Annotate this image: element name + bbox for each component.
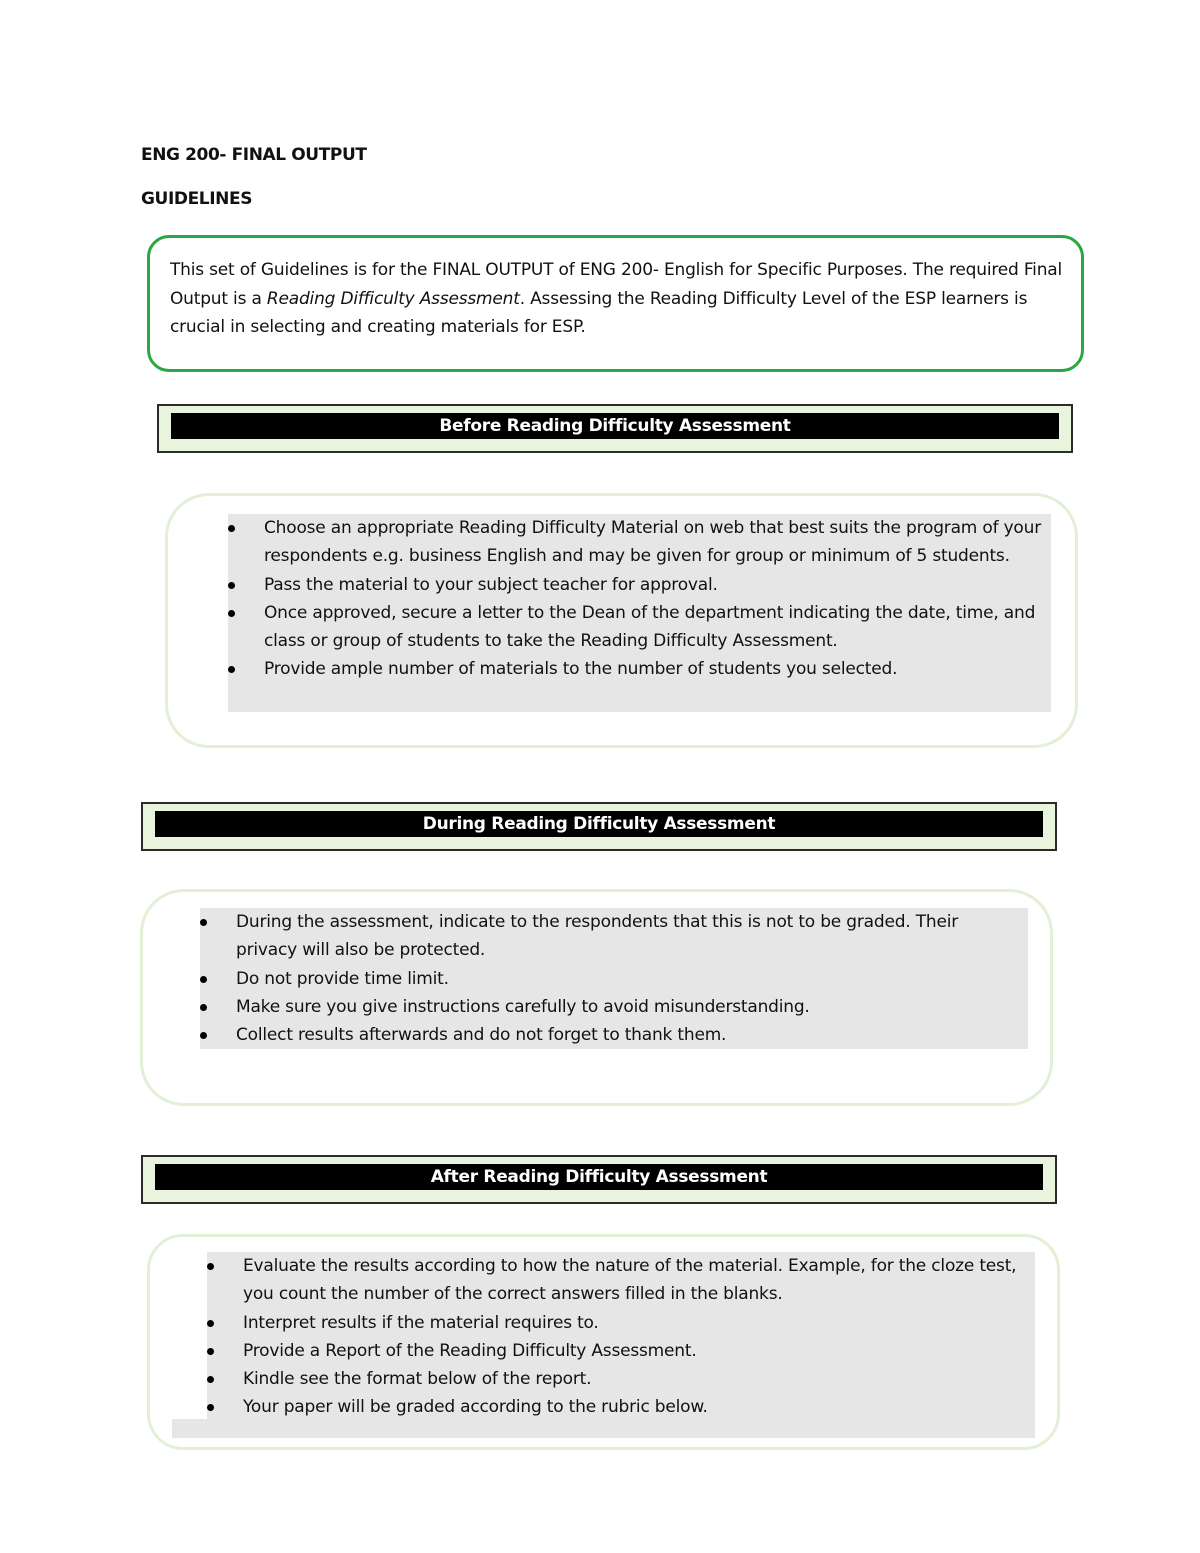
bullet-icon	[228, 525, 235, 532]
list-item-text: Pass the material to your subject teacher for approval.	[264, 574, 718, 595]
bullet-icon	[207, 1376, 214, 1383]
list-item-text: Provide a Report of the Reading Difficulty Assessment.	[243, 1340, 697, 1361]
bullet-icon	[200, 919, 207, 926]
section-header-after	[141, 1155, 1057, 1204]
bullet-icon	[207, 1348, 214, 1355]
list-item-text: Make sure you give instructions carefully to avoid misunderstanding.	[236, 996, 810, 1017]
bullet-icon	[200, 976, 207, 983]
intro-text-part1: This set of Guidelines is for the FINAL OUTPUT of ENG 200- English for Specific Purposes. The required Final Output is a	[170, 260, 1063, 309]
bullet-icon	[228, 666, 235, 673]
section-header-during	[141, 802, 1057, 851]
intro-box	[147, 235, 1084, 372]
list-item	[200, 908, 1000, 965]
list-item	[207, 1252, 1022, 1309]
list-item	[207, 1365, 1022, 1393]
list-item	[207, 1393, 1022, 1421]
list-item-text: During the assessment, indicate to the respondents that this is not to be graded. Their privacy will also be protected.	[236, 912, 959, 961]
list-item-text: Choose an appropriate Reading Difficulty Material on web that best suits the program of your respondents e.g. business English and may be given for group or minimum of 5 students.	[264, 518, 1041, 567]
list-item	[200, 965, 1000, 993]
section-header-before	[157, 404, 1073, 453]
document-subtitle: GUIDELINES	[141, 189, 253, 209]
list-item-text: Provide ample number of materials to the number of students you selected.	[264, 659, 898, 680]
bullet-icon	[207, 1263, 214, 1270]
list-item	[207, 1337, 1022, 1365]
bullet-icon	[207, 1404, 214, 1411]
section-heading-after: After Reading Difficulty Assessment	[155, 1164, 1043, 1190]
bullet-icon	[228, 610, 235, 617]
bullet-icon	[207, 1320, 214, 1327]
bullet-list-during	[200, 908, 1000, 1049]
list-item	[228, 571, 1043, 599]
section-heading-before: Before Reading Difficulty Assessment	[171, 413, 1059, 439]
list-item	[207, 1309, 1022, 1337]
bullet-icon	[228, 582, 235, 589]
section-heading-during: During Reading Difficulty Assessment	[155, 811, 1043, 837]
list-item	[200, 993, 1000, 1021]
intro-text-italic: Reading Difficulty Assessment	[266, 288, 520, 309]
list-item-text: Interpret results if the material requires to.	[243, 1312, 599, 1333]
list-item	[228, 655, 1043, 683]
list-item-text: Evaluate the results according to how the nature of the material. Example, for the cloze test, you count the number of the correct answers filled in the blanks.	[243, 1256, 1017, 1305]
list-item-text: Kindle see the format below of the report.	[243, 1369, 592, 1390]
bullet-icon	[200, 1004, 207, 1011]
list-item-text: Do not provide time limit.	[236, 968, 449, 989]
list-item	[228, 514, 1043, 571]
list-item	[228, 599, 1043, 656]
bullet-list-after	[207, 1252, 1022, 1422]
list-item-text: Your paper will be graded according to the rubric below.	[243, 1397, 708, 1418]
document-title: ENG 200- FINAL OUTPUT	[141, 145, 367, 165]
bullet-icon	[200, 1032, 207, 1039]
list-item-text: Once approved, secure a letter to the Dean of the department indicating the date, time, and class or group of students to take the Reading Difficulty Assessment.	[264, 602, 1036, 652]
intro-paragraph	[170, 256, 1070, 342]
shade-after-tab	[172, 1419, 212, 1438]
bullet-list-before	[228, 514, 1043, 684]
intro-text-part2: . Assessing the Reading Difficulty Level of the ESP learners is crucial in selecting and creating materials for ESP.	[170, 288, 1028, 337]
list-item-text: Collect results afterwards and do not forget to thank them.	[236, 1025, 727, 1046]
list-item	[200, 1021, 1000, 1049]
